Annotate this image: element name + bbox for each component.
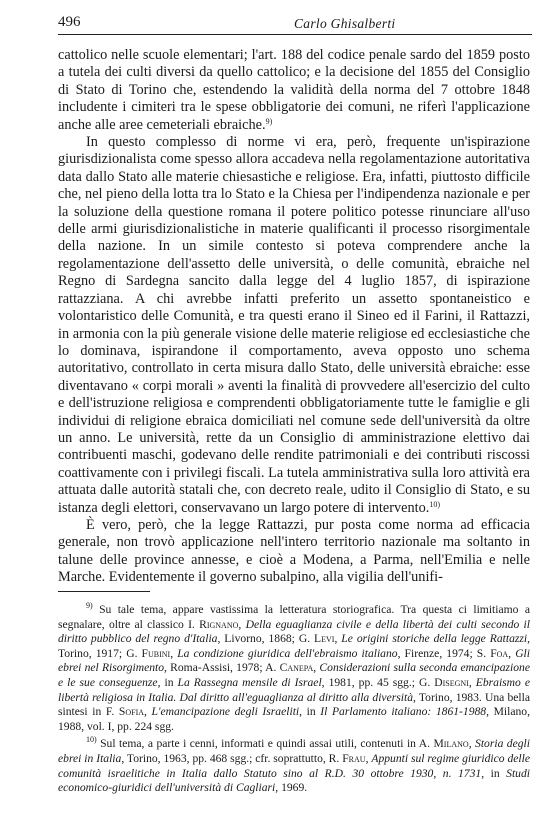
text-run: Fubini: [141, 646, 171, 660]
paragraph: [58, 134, 530, 517]
text-run: Della eguaglianza civile e della libertà dei culti secondo il diritto pubblico del regno d'Italia: [58, 617, 531, 646]
text-run: La condizione giuridica dell'ebraismo italiano: [177, 646, 398, 660]
text-run: , Roma-Assisi, 1978; A.: [164, 661, 280, 675]
text-run: ,: [170, 646, 178, 660]
text-run: Considerazioni sulla seconda emancipazione e le sue conseguenze: [58, 661, 531, 689]
text-run: Ebraismo e libertà religiosa in Italia. Dal diritto all'eguaglianza al diritto alla diversità: [58, 675, 530, 704]
text-run: , in: [299, 705, 321, 719]
text-run: Sofia: [118, 705, 145, 719]
text-run: , Firenze, 1974; S.: [397, 646, 491, 660]
text-run: Appunti sul regime giuridico delle comunità israelitiche in Italia dallo Statuto sino al R.D. 30 ottobre 1930, n. 1731: [58, 751, 531, 780]
footnote-10: [58, 737, 530, 795]
text-run: ,: [468, 737, 476, 751]
text-run: L'emancipazione degli Israeliti: [151, 705, 300, 719]
text-run: cattolico nelle scuole elementari; l'art. 188 del codice penale sardo del 1859 posto a tutela dei culti diversi da quello cattolico; e la decisione del 1855 del Consiglio di Stato di Torino che, estendendo la validità della norma del 7 ottobre 1848 includente i cimiteri tra le spese obbligatorie dei comuni, ne riferì l'applicazione anche alle aree cemeteriali ebraiche.: [58, 47, 530, 133]
footnotes: [58, 603, 530, 799]
page-number: 496: [58, 14, 81, 30]
text-run: Studi economico-giuridici dell'università di Cagliari: [58, 766, 530, 795]
text-run: In questo complesso di norme vi era, però, frequente un'ispirazione giurisdizionalista come spesso allora accadeva nella regolamentazione autoritativa data dallo Stato alle materie chiesastiche e religiose. Era, infatti, piuttosto difficile che, nel pieno della lotta tra lo Stato e la Chiesa per l'indipendenza nazionale e per la soluzione della questione romana il potere politico potesse rinunciare all'uso delle armi giurisdizionalistiche in materie qualificanti il processo risorgimentale della nazione. In un simile contesto si poteva comprendere anche la regolamentazione dell'assetto delle università, o delle comunità, ebraiche nel Regno di Sardegna sancito dalla legge del 4 luglio 1857, di ispirazione rattazziana. A chi avrebbe infatti preferito un assetto spontaneistico e volontaristico delle Comunità, e tra questi erano il Sineo ed il Farini, il Rattazzi, in armonia con la più generale visione delle materie religiose ed ecclesiastiche che lo dominava, ispirandone il comportamento, aveva opposto uno schema autoritativo, controllato in certa misura dallo Stato, delle università ebraiche: esse diventavano « corpi morali » aventi la finalità di provvedere all'esercizio del culto e dell'istruzione religiosa e comprendenti obbligatoriamente tutte le famiglie e gli individui di religione ebraica domiciliati nel comune sede dell'università da oltre un anno. Le università, rette da un Consiglio di amministrazione elettivo dai contribuenti maschi, godevano delle rendite patrimoniali e dei contributi riscossi coattivamente con i privilegi fiscali. La tutela amministrativa sulla loro attività era attuata dalle autorità statali che, con decreto reale, udito il Consiglio di Stato, e su istanza degli elettori, conservavano un largo potere di intervento.: [58, 134, 530, 516]
note-marker: 10): [429, 499, 440, 509]
text-run: Foa: [490, 646, 509, 660]
note-marker: 9): [265, 116, 273, 126]
text-run: , in: [481, 766, 507, 780]
text-run: Il Parlamento italiano: 1861-1988: [320, 705, 487, 719]
text-run: , Livorno, 1868; G.: [217, 632, 315, 646]
text-run: , Torino, 1917; G.: [58, 632, 531, 660]
text-run: , Milano, 1988, vol. I, pp. 224 sgg.: [58, 705, 531, 733]
text-run: Le origini storiche della legge Rattazzi: [341, 632, 528, 646]
text-run: , 1969.: [275, 781, 308, 795]
header-rule: [58, 34, 532, 35]
text-run: , in: [157, 675, 178, 689]
text-run: Rignano: [199, 617, 239, 631]
text-run: ,: [238, 617, 246, 631]
text-run: ,: [468, 675, 476, 689]
text-run: Milano: [433, 737, 469, 751]
text-run: ,: [508, 646, 516, 660]
paragraph: [58, 47, 530, 134]
text-run: Su tale tema, appare vastissima la letteratura storiografica. Tra questa ci limitiamo a segnalare, oltre al classico I.: [58, 603, 530, 631]
text-run: ,: [313, 661, 320, 675]
main-text: [58, 47, 530, 587]
footnote-separator: [58, 591, 150, 592]
text-run: La Rassegna mensile di Israel: [177, 675, 322, 689]
text-run: , 1981, pp. 45 sgg.; G.: [321, 675, 435, 689]
text-run: Frau: [342, 751, 366, 765]
text-run: , Torino, 1963, pp. 468 sgg.; cfr. soprattutto, R.: [121, 751, 343, 765]
page-header: [58, 10, 532, 34]
text-run: Sul tema, a parte i cenni, informati e quindi assai utili, contenuti in A.: [96, 737, 434, 751]
text-run: Levi: [314, 632, 335, 646]
text-run: Storia degli ebrei in Italia: [58, 737, 530, 765]
note-marker: 9): [86, 601, 93, 610]
running-head-author: Carlo Ghisalberti: [294, 16, 396, 31]
text-run: ,: [365, 751, 372, 765]
text-run: Disegni: [434, 675, 469, 689]
paragraph: [58, 517, 530, 587]
text-run: Canepa: [279, 661, 314, 675]
text-run: È vero, però, che la legge Rattazzi, pur posta come norma ad efficacia generale, non trovò applicazione nell'intero territorio nazionale ma soltanto in talune delle province annesse, e cioè a Modena, a Parma, nell'Emilia e nelle Marche. Evidentemente il governo subalpino, alla vigilia dell'unifi-: [58, 516, 530, 586]
text-run: Gli ebrei nel Risorgimento: [58, 646, 531, 675]
text-run: ,: [334, 632, 342, 646]
text-run: ,: [144, 705, 152, 719]
note-marker: 10): [86, 735, 97, 745]
footnote-9: [58, 603, 530, 734]
text-run: , Torino, 1983. Una bella sintesi in F.: [58, 690, 531, 719]
